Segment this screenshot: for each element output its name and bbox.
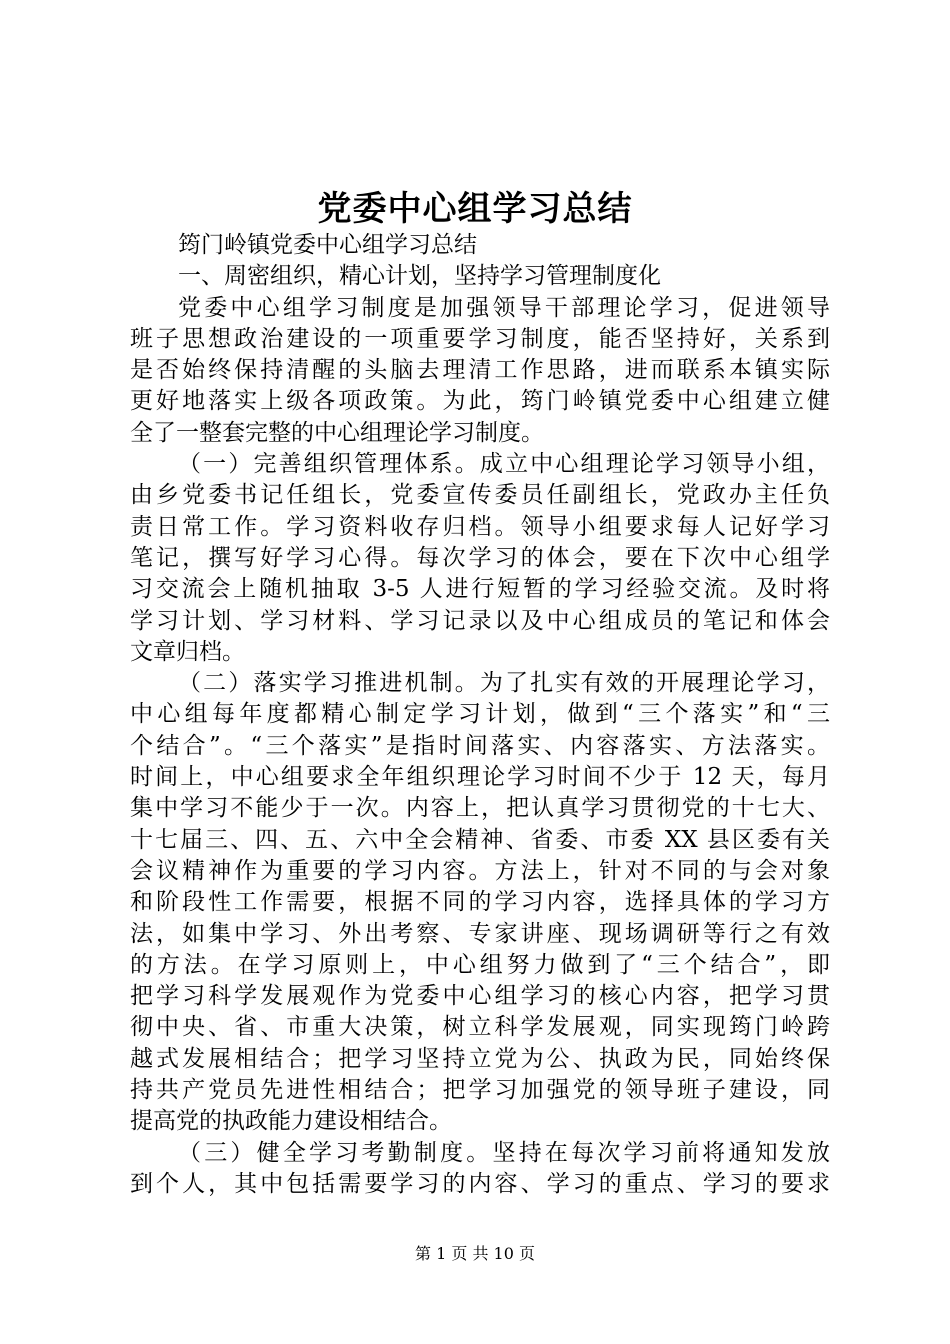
paragraph-line: 集中学习不能少于一次。内容上，把认真学习贯彻党的十七大、 <box>130 795 830 822</box>
paragraph-line: 个结合”。“三个落实”是指时间落实、内容落实、方法落实。 <box>130 732 830 759</box>
document-body <box>130 230 830 1200</box>
paragraph-line: 彻中央、省、市重大决策，树立科学发展观，同实现筠门岭跨 <box>130 1014 830 1041</box>
paragraph-line: 会议精神作为重要的学习内容。方法上，针对不同的与会对象 <box>130 857 830 884</box>
paragraph-line: 党委中心组学习制度是加强领导干部理论学习，促进领导 <box>178 294 830 321</box>
paragraph-line: （三）健全学习考勤制度。坚持在每次学习前将通知发放 <box>178 1139 830 1166</box>
page-number-footer: 第 1 页 共 10 页 <box>415 1244 535 1263</box>
paragraph-line: 法，如集中学习、外出考察、专家讲座、现场调研等行之有效 <box>130 920 830 947</box>
document-subtitle: 筠门岭镇党委中心组学习总结 <box>178 232 477 258</box>
paragraph-line: 由乡党委书记任组长，党委宣传委员任副组长，党政办主任负 <box>130 482 830 509</box>
paragraph-line: 的方法。在学习原则上，中心组努力做到了“三个结合”，即 <box>130 951 830 978</box>
paragraph-line: 中心组每年度都精心制定学习计划，做到“三个落实”和“三 <box>130 701 830 728</box>
paragraph-line: 是否始终保持清醒的头脑去理清工作思路，进而联系本镇实际 <box>130 357 830 384</box>
paragraph-line: 文章归档。 <box>130 638 245 665</box>
paragraph-line: 提高党的执政能力建设相结合。 <box>130 1108 452 1135</box>
paragraph-line: 一、周密组织，精心计划，坚持学习管理制度化 <box>178 263 661 290</box>
paragraph-line: 责日常工作。学习资料收存归档。领导小组要求每人记好学习 <box>130 513 830 540</box>
paragraph-line: 十七届三、四、五、六中全会精神、省委、市委 XX 县区委有关 <box>130 826 830 853</box>
paragraph-line: 全了一整套完整的中心组理论学习制度。 <box>130 419 544 446</box>
paragraph-line: 更好地落实上级各项政策。为此，筠门岭镇党委中心组建立健 <box>130 388 830 415</box>
document-title: 党委中心组学习总结 <box>317 189 633 229</box>
paragraph-line: 时间上，中心组要求全年组织理论学习时间不少于 12 天，每月 <box>130 764 830 791</box>
paragraph-line: 越式发展相结合；把学习坚持立党为公、执政为民，同始终保 <box>130 1045 830 1072</box>
paragraph-line: 班子思想政治建设的一项重要学习制度，能否坚持好，关系到 <box>130 325 830 352</box>
paragraph-line: 笔记，撰写好学习心得。每次学习的体会，要在下次中心组学 <box>130 544 830 571</box>
paragraph-line: 习交流会上随机抽取 3-5 人进行短暂的学习经验交流。及时将 <box>130 576 830 603</box>
paragraph-line: （二）落实学习推进机制。为了扎实有效的开展理论学习， <box>178 670 830 697</box>
paragraph-line: 把学习科学发展观作为党委中心组学习的核心内容，把学习贯 <box>130 983 830 1010</box>
paragraph-line: 和阶段性工作需要，根据不同的学习内容，选择具体的学习方 <box>130 889 830 916</box>
paragraph-line: 学习计划、学习材料、学习记录以及中心组成员的笔记和体会 <box>130 607 830 634</box>
paragraph-line: 到个人，其中包括需要学习的内容、学习的重点、学习的要求 <box>130 1170 830 1197</box>
paragraph-line: （一）完善组织管理体系。成立中心组理论学习领导小组， <box>178 451 830 478</box>
paragraph-line: 持共产党员先进性相结合；把学习加强党的领导班子建设，同 <box>130 1077 830 1104</box>
